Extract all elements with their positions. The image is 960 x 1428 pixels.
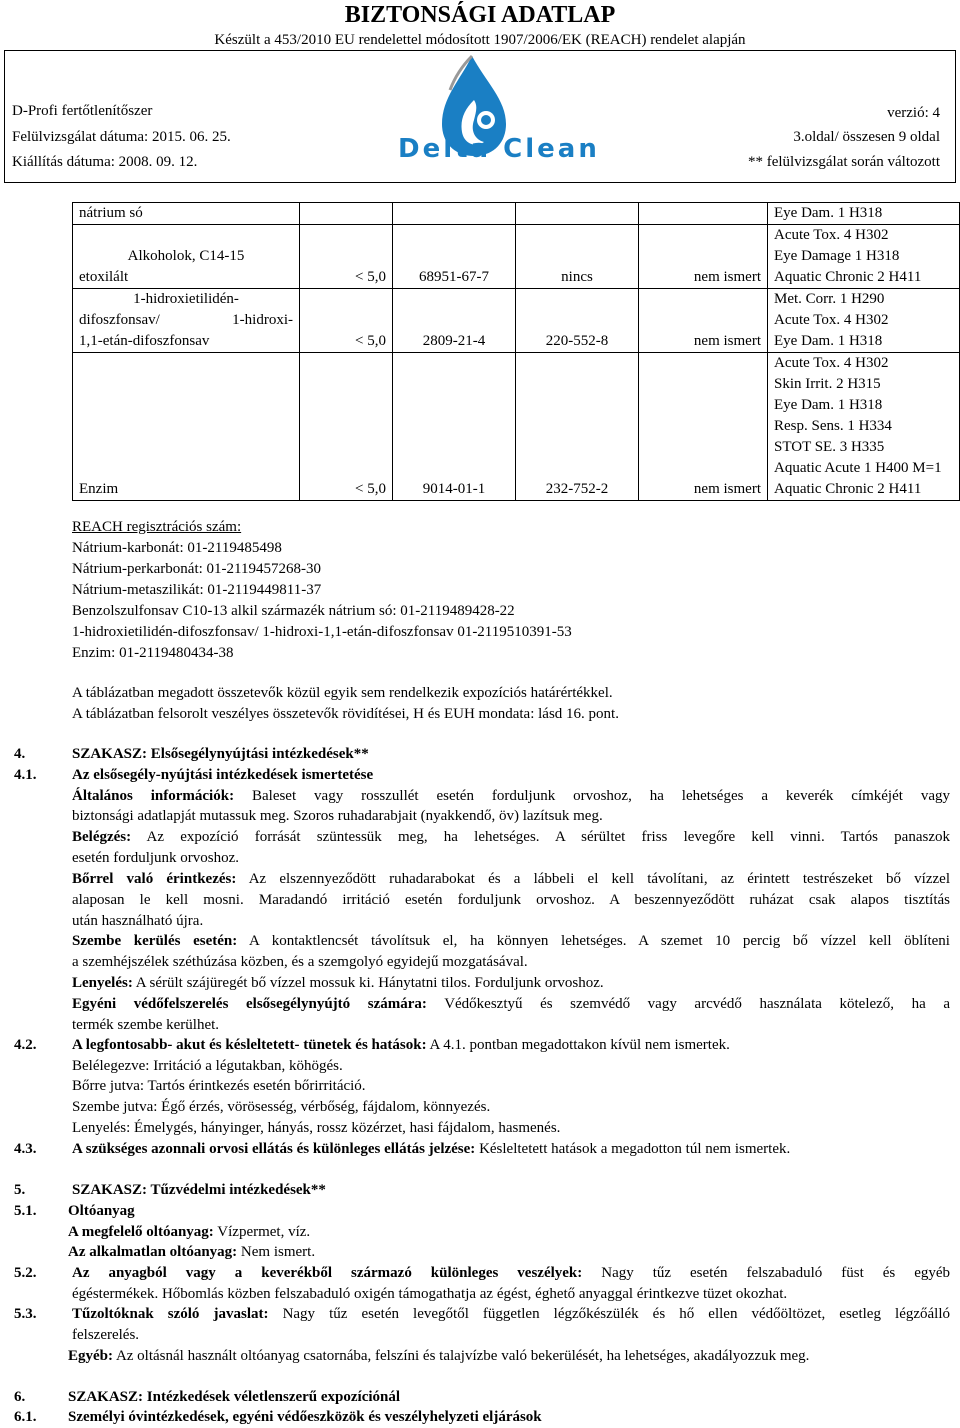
subsection-title: Oltóanyag: [68, 1203, 135, 1219]
symptom-item: Lenyelés: Émelygés, hányinger, hányás, rossz közérzet, hasi fájdalom, hasmenés.: [72, 1120, 561, 1136]
concentration: < 5,0: [300, 225, 393, 289]
section-title: SZAKASZ: Intézkedések véletlenszerű expozíciónál: [68, 1389, 401, 1405]
special-hazards-cont: égéstermékek. Hőbomlás közben felszabaduló oxigén támogathatja az égést, éghető anyaggal érintkezve tüzet okozhat.: [72, 1286, 788, 1302]
subsection-number: 6.1.: [14, 1409, 37, 1425]
general-info-cont: biztonsági adatlapját mutassuk meg. Szoros ruhadarabjait (nyakkendő, öv) lazítsuk meg.: [72, 808, 603, 824]
delta-clean-logo: [390, 50, 600, 180]
general-info: Általános információk: Baleset vagy rosszullét esetén forduljunk orvoshoz, ha lehetséges a keverék címkéjét vagy: [72, 788, 950, 804]
changed-note: ** felülvizsgálat során változott: [747, 154, 940, 170]
document-subtitle: Készült a 453/2010 EU rendelettel módosított 1907/2006/EK (REACH) rendelet alapján: [214, 32, 746, 48]
reach-item: Benzolszulfonsav C10-13 alkil származék nátrium só: 01-2119489428-22: [72, 603, 515, 619]
other-fire-advice: Egyéb: Az oltásnál használt oltóanyag csatornába, felszíni és talajvízbe való bekerülését, ha lehetséges, akadályozzuk meg.: [68, 1348, 810, 1364]
logo-text: Delta Clean: [398, 134, 600, 164]
skin-contact-cont: alaposan le kell mosni. Maradandó irritáció esetén forduljunk orvoshoz. A beszennyeződött ruházat csak alapos tisztítás: [72, 892, 950, 908]
exposure-note: A táblázatban megadott összetevők közül egyik sem rendelkezik expozíciós határértékkel.: [72, 685, 613, 701]
component-name: Enzim: [73, 353, 300, 501]
ec-number: [516, 203, 639, 225]
section-number: 5.: [14, 1182, 26, 1198]
concentration: < 5,0: [300, 353, 393, 501]
suitable-media: A megfelelő oltóanyag: Vízpermet, víz.: [68, 1224, 311, 1240]
subsection-number: 4.2.: [14, 1037, 37, 1053]
subsection-number: 5.1.: [14, 1203, 37, 1219]
subsection-title: Személyi óvintézkedések, egyéni védőeszközök és veszélyhelyzeti eljárások: [68, 1409, 542, 1425]
classification: Acute Tox. 4 H302 Eye Damage 1 H318 Aquatic Chronic 2 H411: [768, 225, 960, 289]
special-hazards: Az anyagból vagy a keverékből származó különleges veszélyek: Nagy tűz esetén felszabaduló füst és egyéb: [72, 1265, 951, 1281]
firefighter-advice: Tűzoltóknak szóló javaslat: Nagy tűz esetén levegőtől független légzőkészülék és hő ellen védőöltözet, esetleg légzőálló: [72, 1306, 950, 1322]
first-aider-ppe: Egyéni védőfelszerelés elsősegélynyújtó számára: Védőkesztyű és szemvédő vagy arcvédő használata kötelező, ha a: [72, 996, 951, 1012]
symptoms: A legfontosabb- akut és késleltetett- tünetek és hatások: A 4.1. pontban megadottakon kívül nem ismertek.: [72, 1037, 730, 1053]
reach-heading: REACH regisztrációs szám:: [72, 519, 242, 535]
product-name: D-Profi fertőtlenítőszer: [12, 103, 153, 119]
cas-number: 2809-21-4: [393, 289, 516, 353]
reach-item: Nátrium-perkarbonát: 01-2119457268-30: [72, 561, 321, 577]
review-date: Felülvizsgálat dátuma: 2015. 06. 25.: [12, 129, 231, 145]
classification: Met. Corr. 1 H290 Acute Tox. 4 H302 Eye Dam. 1 H318: [768, 289, 960, 353]
index-number: nem ismert: [639, 353, 768, 501]
unsuitable-media: Az alkalmatlan oltóanyag: Nem ismert.: [68, 1244, 316, 1260]
eye-contact: Szembe kerülés esetén: A kontaktlencsét távolítsuk el, ha könnyen lehetséges. A szemet 10 percig bő vízzel kell öblíteni: [72, 933, 950, 949]
reach-item: Nátrium-metaszilikát: 01-2119449811-37: [72, 582, 322, 598]
first-aider-ppe-cont: termék szembe kerülhet.: [72, 1017, 220, 1033]
cas-number: 68951-67-7: [393, 225, 516, 289]
issue-date: Kiállítás dátuma: 2008. 09. 12.: [12, 154, 198, 170]
subsection-title: Az elsősegély-nyújtási intézkedések ismertetése: [72, 767, 374, 783]
concentration: [300, 203, 393, 225]
subsection-number: 4.3.: [14, 1141, 37, 1157]
subsection-number: 4.1.: [14, 767, 37, 783]
skin-contact: Bőrrel való érintkezés: Az elszennyeződött ruhadarabokat és a lábbeli el kell távolítani, az érintett testrészeket bő vízzel: [72, 871, 950, 887]
subsection-number: 5.3.: [14, 1306, 37, 1322]
table-row: [73, 203, 960, 225]
inhalation-cont: esetén forduljunk orvoshoz.: [72, 850, 240, 866]
reach-item: 1-hidroxietilidén-difoszfonsav/ 1-hidroxi-1,1-etán-difoszfonsav 01-2119510391-53: [72, 624, 572, 640]
version: verzió: 4: [887, 105, 940, 121]
section-title: SZAKASZ: Tűzvédelmi intézkedések**: [72, 1182, 326, 1198]
table-row: [73, 289, 960, 353]
index-number: nem ismert: [639, 225, 768, 289]
reach-item: Nátrium-karbonát: 01-2119485498: [72, 540, 282, 556]
ec-number: 232-752-2: [516, 353, 639, 501]
reach-item: Enzim: 01-2119480434-38: [72, 645, 234, 661]
firefighter-advice-cont: felszerelés.: [72, 1327, 140, 1343]
cas-number: [393, 203, 516, 225]
document-title: BIZTONSÁGI ADATLAP: [344, 2, 616, 28]
index-number: nem ismert: [639, 289, 768, 353]
inhalation: Belégzés: Az expozíció forrását szüntessük meg, ha lehetséges. A sérültet friss levegőre kell vinni. Tartós panaszok: [72, 829, 950, 845]
concentration: < 5,0: [300, 289, 393, 353]
classification: Eye Dam. 1 H318: [768, 203, 960, 225]
table-row: [73, 225, 960, 289]
skin-contact-cont: után használható újra.: [72, 913, 204, 929]
page-number: 3.oldal/ összesen 9 oldal: [793, 129, 940, 145]
component-name: nátrium só: [73, 203, 300, 225]
ec-number: nincs: [516, 225, 639, 289]
section-title: SZAKASZ: Elsősegélynyújtási intézkedések**: [72, 746, 369, 762]
index-number: [639, 203, 768, 225]
subsection-number: 5.2.: [14, 1265, 37, 1281]
abbreviation-note: A táblázatban felsorolt veszélyes összetevők rövidítései, H és EUH mondata: lásd 16. pont.: [72, 706, 619, 722]
symptom-item: Belélegezve: Irritáció a légutakban, köhögés.: [72, 1058, 343, 1074]
composition-table: [72, 202, 960, 501]
symptom-item: Bőrre jutva: Tartós érintkezés esetén bőrirritáció.: [72, 1078, 366, 1094]
eye-contact-cont: a szemhéjszélek széthúzása közben, és a szemgolyó egyidejű mozgatásával.: [72, 954, 528, 970]
section-number: 4.: [14, 746, 26, 762]
component-name: 1-hidroxietilidén- difoszfonsav/ 1-hidroxi- 1,1-etán-difoszfonsav: [73, 289, 300, 353]
header-divider: [4, 182, 956, 183]
classification: Acute Tox. 4 H302 Skin Irrit. 2 H315 Eye Dam. 1 H318 Resp. Sens. 1 H334 STOT SE. 3 H335 Aquatic Acute 1 H400 M=1 Aquatic Chronic 2 H411: [768, 353, 960, 501]
ec-number: 220-552-8: [516, 289, 639, 353]
medical-attention: A szükséges azonnali orvosi ellátás és különleges ellátás jelzése: Késleltetett hatások a megadotton túl nem ismertek.: [72, 1141, 791, 1157]
section-number: 6.: [14, 1389, 26, 1405]
table-row: [73, 353, 960, 501]
ingestion: Lenyelés: A sérült szájüregét bő vízzel mossuk ki. Hánytatni tilos. Forduljunk orvoshoz.: [72, 975, 604, 991]
component-name: Alkoholok, C14-15 etoxilált: [73, 225, 300, 289]
symptom-item: Szembe jutva: Égő érzés, vörösesség, vérbőség, fájdalom, könnyezés.: [72, 1099, 491, 1115]
cas-number: 9014-01-1: [393, 353, 516, 501]
